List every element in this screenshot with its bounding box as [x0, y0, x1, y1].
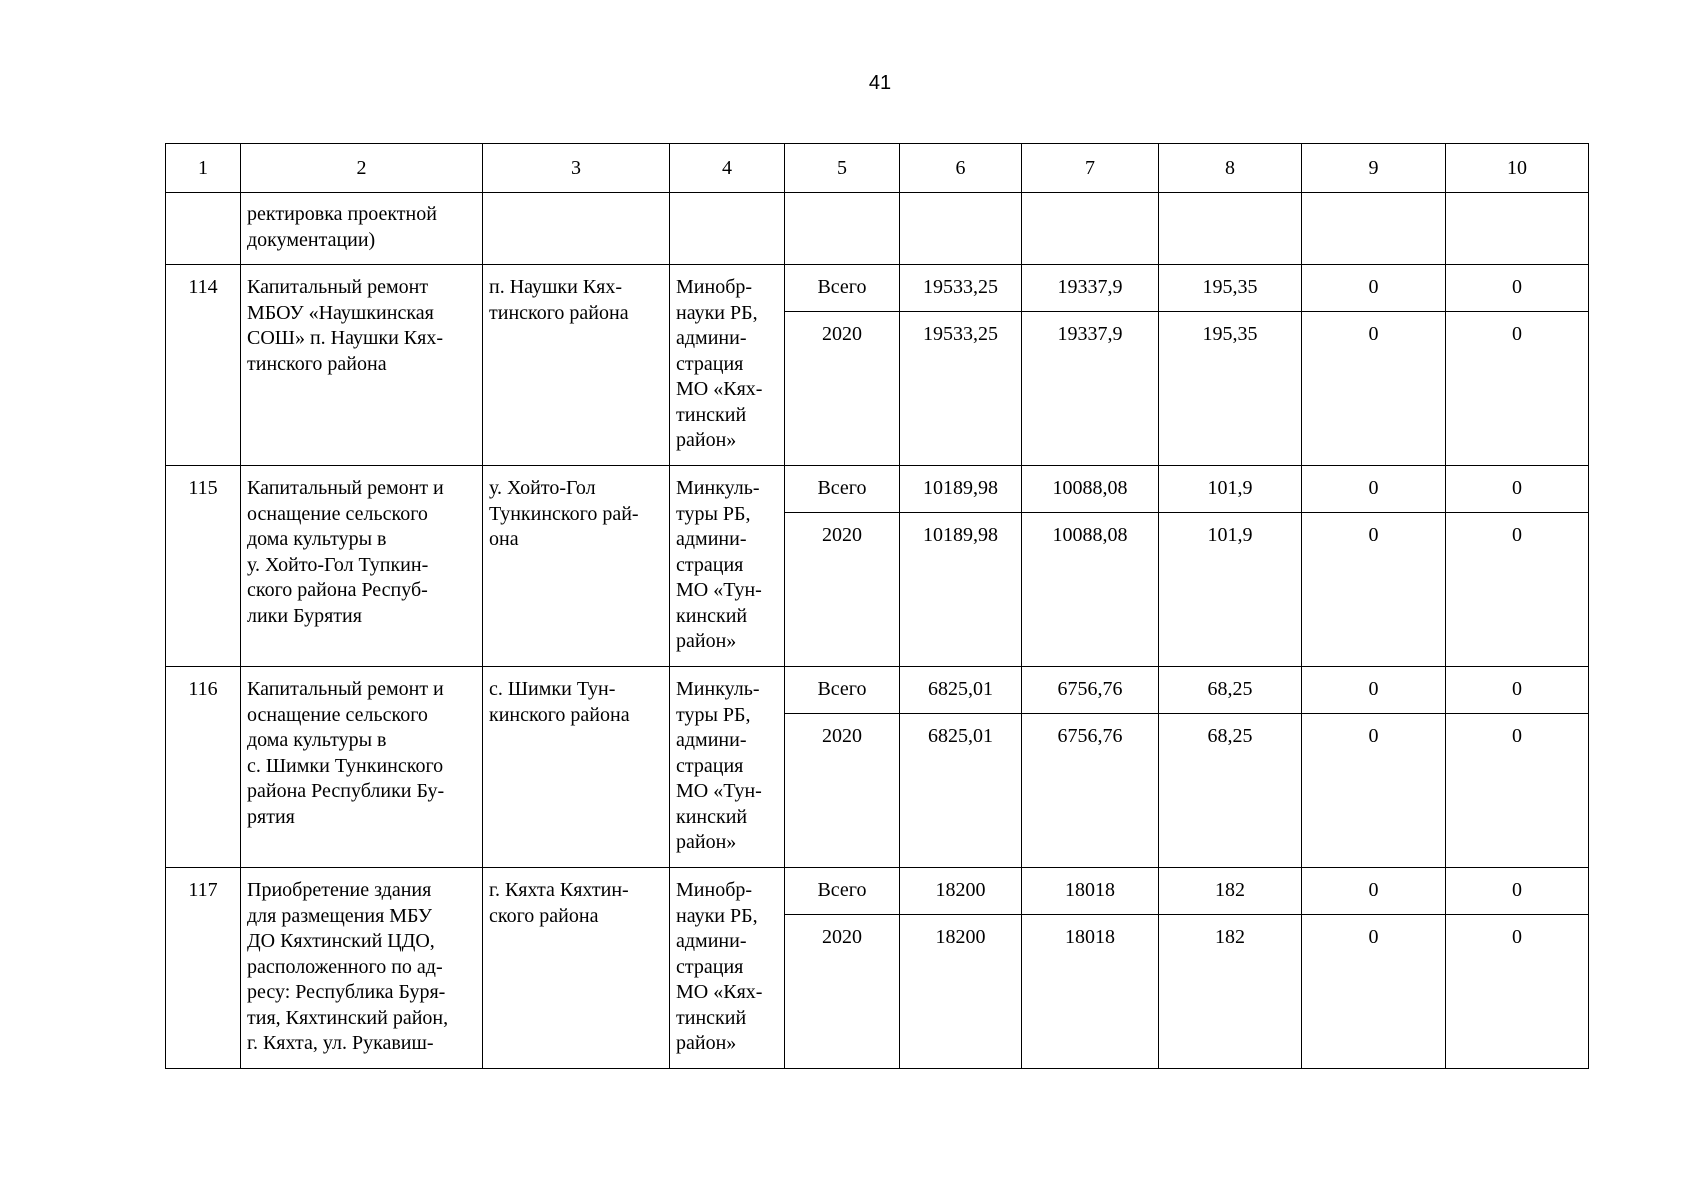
- amount-cell: 68,25: [1159, 667, 1302, 714]
- amount-cell: 0: [1446, 466, 1589, 513]
- responsible-org-cell: Минобр- науки РБ, админи- страция МО «Кях- тинский район»: [670, 265, 785, 466]
- period-label-cell: 2020: [785, 513, 900, 667]
- empty-cell: [785, 193, 900, 265]
- amount-cell: 0: [1446, 915, 1589, 1069]
- amount-cell: 0: [1446, 513, 1589, 667]
- continuation-row: [166, 193, 1589, 265]
- row-number-cell: 115: [166, 466, 241, 667]
- object-name-cell: Капитальный ремонт и оснащение сельского дома культуры в у. Хойто-Гол Тупкин- ского района Респуб- лики Бурятия: [241, 466, 483, 667]
- header-cell: 5: [785, 144, 900, 193]
- period-label-cell: 2020: [785, 915, 900, 1069]
- amount-cell: 19533,25: [900, 312, 1022, 466]
- empty-cell: [1302, 193, 1446, 265]
- amount-cell: 10189,98: [900, 513, 1022, 667]
- amount-cell: 68,25: [1159, 714, 1302, 868]
- responsible-org-cell: Минкуль- туры РБ, админи- страция МО «Тун- кинский район»: [670, 667, 785, 868]
- table-row: [166, 265, 1589, 312]
- amount-cell: 6825,01: [900, 714, 1022, 868]
- amount-cell: 0: [1302, 868, 1446, 915]
- location-cell: у. Хойто-Гол Тункинского рай- она: [483, 466, 670, 667]
- amount-cell: 19337,9: [1022, 312, 1159, 466]
- amount-cell: 0: [1302, 714, 1446, 868]
- header-cell: 8: [1159, 144, 1302, 193]
- amount-cell: 10088,08: [1022, 466, 1159, 513]
- amount-cell: 0: [1446, 714, 1589, 868]
- amount-cell: 0: [1302, 466, 1446, 513]
- row-number-cell: 116: [166, 667, 241, 868]
- object-name-cell: Капитальный ремонт и оснащение сельского дома культуры в с. Шимки Тункинского района Республики Бу- рятия: [241, 667, 483, 868]
- empty-cell: [670, 193, 785, 265]
- period-label-cell: Всего: [785, 466, 900, 513]
- table-row: [166, 667, 1589, 714]
- empty-cell: [166, 193, 241, 265]
- amount-cell: 101,9: [1159, 466, 1302, 513]
- page-number: 41: [868, 72, 892, 94]
- responsible-org-cell: Минобр- науки РБ, админи- страция МО «Кях- тинский район»: [670, 868, 785, 1069]
- amount-cell: 18018: [1022, 915, 1159, 1069]
- amount-cell: 18018: [1022, 868, 1159, 915]
- amount-cell: 0: [1446, 667, 1589, 714]
- empty-cell: [1022, 193, 1159, 265]
- amount-cell: 0: [1446, 265, 1589, 312]
- table-row: [166, 868, 1589, 915]
- header-cell: 10: [1446, 144, 1589, 193]
- amount-cell: 195,35: [1159, 312, 1302, 466]
- header-cell: 1: [166, 144, 241, 193]
- amount-cell: 182: [1159, 915, 1302, 1069]
- amount-cell: 6756,76: [1022, 714, 1159, 868]
- header-cell: 7: [1022, 144, 1159, 193]
- table-body: [166, 144, 1589, 1069]
- empty-cell: [900, 193, 1022, 265]
- location-cell: с. Шимки Тун- кинского района: [483, 667, 670, 868]
- empty-cell: [483, 193, 670, 265]
- row-number-cell: 114: [166, 265, 241, 466]
- location-cell: г. Кяхта Кяхтин- ского района: [483, 868, 670, 1069]
- responsible-org-cell: Минкуль- туры РБ, админи- страция МО «Тун- кинский район»: [670, 466, 785, 667]
- amount-cell: 0: [1302, 513, 1446, 667]
- amount-cell: 0: [1302, 915, 1446, 1069]
- amount-cell: 6756,76: [1022, 667, 1159, 714]
- header-cell: 9: [1302, 144, 1446, 193]
- period-label-cell: 2020: [785, 714, 900, 868]
- amount-cell: 0: [1302, 265, 1446, 312]
- amount-cell: 0: [1302, 312, 1446, 466]
- amount-cell: 18200: [900, 915, 1022, 1069]
- amount-cell: 6825,01: [900, 667, 1022, 714]
- amount-cell: 18200: [900, 868, 1022, 915]
- amount-cell: 0: [1302, 667, 1446, 714]
- location-cell: п. Наушки Кях- тинского района: [483, 265, 670, 466]
- object-name-cell: ректировка проектной документации): [241, 193, 483, 265]
- object-name-cell: Капитальный ремонт МБОУ «Наушкинская СОШ» п. Наушки Кях- тинского района: [241, 265, 483, 466]
- object-name-cell: Приобретение здания для размещения МБУ ДО Кяхтинский ЦДО, расположенного по ад- ресу: Республика Буря- тия, Кяхтинский район, г. Кяхта, ул. Рукавиш-: [241, 868, 483, 1069]
- amount-cell: 0: [1446, 868, 1589, 915]
- period-label-cell: Всего: [785, 265, 900, 312]
- row-number-cell: 117: [166, 868, 241, 1069]
- amount-cell: 19533,25: [900, 265, 1022, 312]
- amount-cell: 19337,9: [1022, 265, 1159, 312]
- table-row: [166, 466, 1589, 513]
- amount-cell: 10088,08: [1022, 513, 1159, 667]
- column-number-header-row: [166, 144, 1589, 193]
- period-label-cell: Всего: [785, 868, 900, 915]
- header-cell: 6: [900, 144, 1022, 193]
- header-cell: 3: [483, 144, 670, 193]
- amount-cell: 195,35: [1159, 265, 1302, 312]
- budget-table: [165, 143, 1589, 1069]
- amount-cell: 182: [1159, 868, 1302, 915]
- period-label-cell: Всего: [785, 667, 900, 714]
- amount-cell: 0: [1446, 312, 1589, 466]
- amount-cell: 10189,98: [900, 466, 1022, 513]
- header-cell: 4: [670, 144, 785, 193]
- empty-cell: [1159, 193, 1302, 265]
- period-label-cell: 2020: [785, 312, 900, 466]
- empty-cell: [1446, 193, 1589, 265]
- amount-cell: 101,9: [1159, 513, 1302, 667]
- header-cell: 2: [241, 144, 483, 193]
